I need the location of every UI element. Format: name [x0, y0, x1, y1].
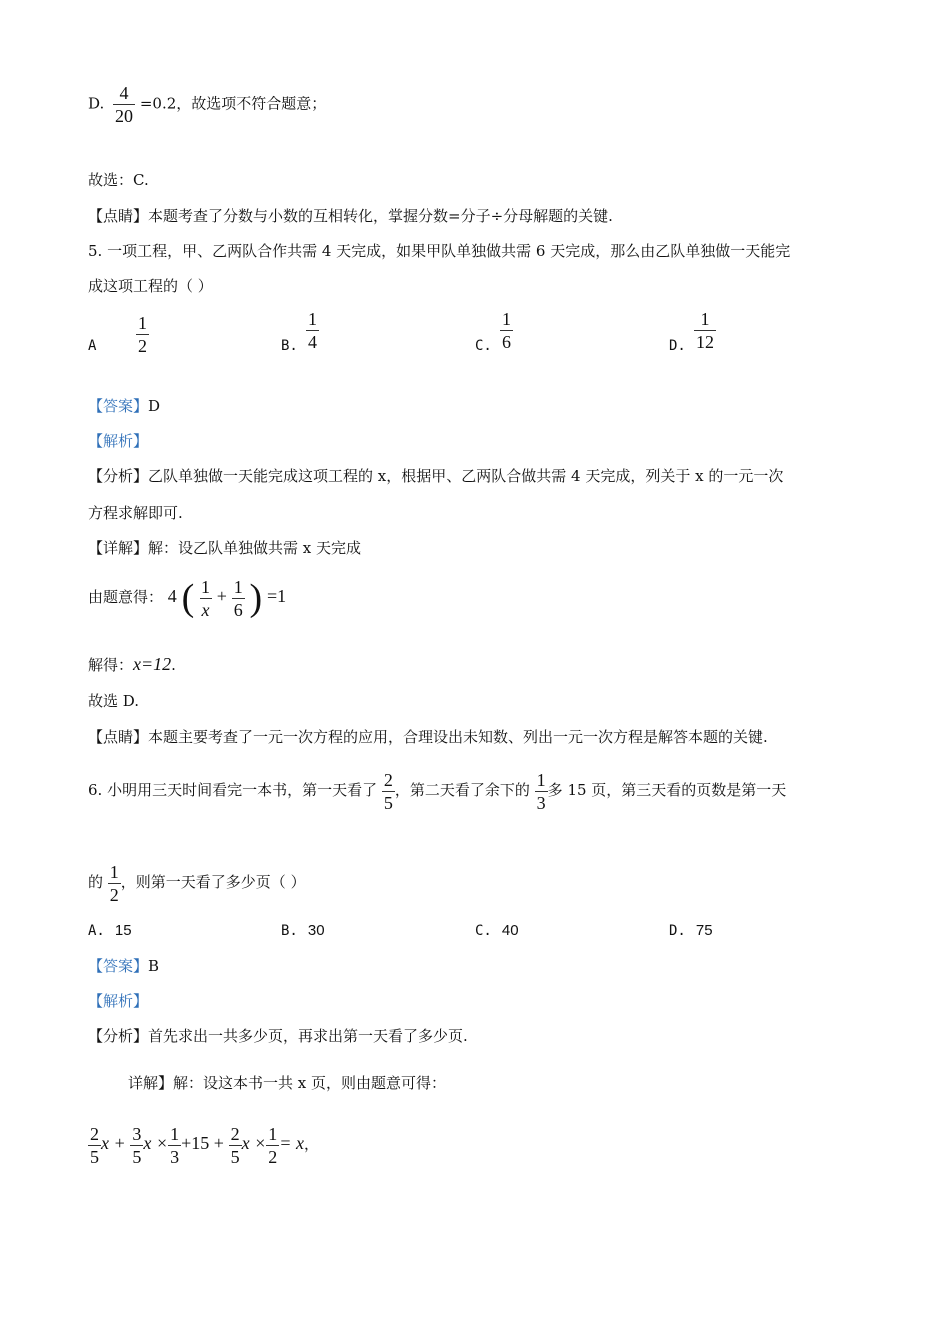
fraction-denominator: 5	[230, 1146, 240, 1167]
stem-text: 多 15 页，第三天看的页数是第一天	[547, 781, 787, 799]
answer-value: B	[148, 957, 160, 975]
fraction-numerator: 1	[170, 1123, 180, 1144]
option-label: A	[88, 338, 97, 354]
fraction-denominator: 3	[536, 792, 546, 813]
plus-sign: +	[216, 586, 227, 606]
q5-fenxi-line1	[88, 466, 783, 486]
q5-option-d	[669, 338, 686, 354]
fraction-denominator: x	[201, 599, 210, 620]
fraction-numerator: 2	[90, 1123, 99, 1144]
answer-tag: 【答案】	[88, 957, 149, 975]
q6-detail: 详解】解：设这本书一共 x 页，则由题意可得：	[128, 1074, 446, 1092]
q5-option-d-fraction	[694, 310, 716, 351]
fenxi-text: 乙队单独做一天能完成这项工程的 x，根据甲、乙两队合做共需 4 天完成，列关于 x 的一元一次	[148, 467, 784, 485]
option-label: D.	[88, 94, 105, 113]
q5-stem-line2: 成这项工程的（ ）	[88, 277, 213, 295]
equation-fraction-1	[199, 578, 212, 619]
stem-text: ，则第一天看了多少页（ ）	[120, 873, 306, 891]
q5-option-c	[475, 338, 492, 354]
fraction-numerator: 1	[233, 576, 243, 597]
q5-stem-line1: 5. 一项工程，甲、乙两队合作共需 4 天完成，如果甲队单独做共需 6 天完成，那么由乙队单独做一天能完	[88, 242, 791, 260]
q6-stem-line1	[88, 762, 786, 818]
equation-term: = x	[279, 1133, 304, 1153]
q5-solve: 解得：x=12.	[88, 654, 176, 674]
option-label: C.	[475, 338, 492, 354]
fraction-denominator: 4	[308, 332, 317, 352]
equation-fraction-5	[266, 1125, 279, 1166]
equation-term: x ×	[241, 1133, 267, 1153]
q5-tip	[88, 727, 768, 747]
option-label: B.	[281, 923, 298, 939]
q5-detail	[88, 538, 361, 558]
option-text: =0.2，故选项不符合题意；	[139, 94, 327, 113]
fraction-denominator: 2	[138, 336, 147, 356]
tip-text: 本题考查了分数与小数的互相转化，掌握分数=分子÷分母解题的关键.	[148, 207, 613, 225]
solve-value: x=12	[133, 654, 172, 674]
stem-fraction-3	[108, 863, 121, 904]
q6-equation	[88, 1118, 319, 1169]
fraction-denominator: 2	[268, 1146, 278, 1167]
equation-fraction-2	[232, 578, 245, 619]
fraction-denominator: 6	[502, 332, 511, 352]
q6-option-b	[281, 922, 325, 939]
fraction-denominator: 3	[170, 1146, 180, 1167]
q5-conclusion: 故选 D.	[88, 692, 140, 710]
fraction-numerator: 1	[502, 309, 511, 329]
tip-tag: 【点睛】	[88, 207, 149, 225]
q5-option-a	[88, 338, 96, 354]
fraction-numerator: 1	[109, 861, 119, 882]
equation-tail: ，	[303, 1135, 319, 1153]
q6-analysis-tag: 【解析】	[88, 992, 149, 1010]
tip-text: 本题主要考查了一元一次方程的应用，合理设出未知数、列出一元一次方程是解答本题的关键.	[148, 728, 768, 746]
equation-prefix: 由题意得：	[88, 588, 164, 606]
equation-term: x +	[101, 1133, 126, 1153]
fraction-denominator: 6	[233, 599, 243, 620]
equation-rhs: =1	[266, 586, 287, 606]
left-paren: (	[181, 577, 195, 619]
fraction-numerator: 3	[132, 1123, 142, 1144]
q6-answer	[88, 956, 159, 976]
fenxi-tag: 【分析】	[88, 1027, 149, 1045]
q5-analysis-tag: 【解析】	[88, 432, 149, 450]
option-label: B.	[281, 338, 298, 354]
fraction-denominator: 5	[383, 792, 393, 813]
detail-text: 解：设乙队单独做共需 x 天完成	[148, 539, 362, 557]
q6-stem-line2	[88, 856, 306, 908]
fraction-numerator: 1	[138, 313, 147, 333]
equation-coefficient: 4	[167, 586, 177, 606]
answer-tag: 【答案】	[88, 397, 149, 415]
q6-option-d	[669, 922, 713, 939]
fraction-denominator: 5	[90, 1146, 99, 1167]
stem-fraction-2	[535, 771, 548, 812]
equation-fraction-3	[168, 1125, 181, 1166]
equation-fraction-2	[130, 1125, 143, 1166]
stem-text: ，第二天看了余下的	[394, 781, 530, 799]
fraction-denominator: 20	[115, 106, 134, 126]
fraction-numerator: 4	[119, 83, 129, 103]
stem-text: 的	[88, 873, 104, 891]
fraction-numerator: 2	[230, 1123, 240, 1144]
detail-tag: 【详解】	[88, 539, 149, 557]
fenxi-text: 首先求出一共多少页，再求出第一天看了多少页.	[148, 1027, 468, 1045]
equation-fraction-1	[88, 1125, 101, 1166]
q5-option-b	[281, 338, 298, 354]
prev-option-d	[88, 84, 326, 125]
equation-term: x ×	[143, 1133, 169, 1153]
fenxi-tag: 【分析】	[88, 467, 149, 485]
fraction-numerator: 1	[536, 769, 546, 790]
q5-option-b-fraction	[306, 310, 319, 351]
option-label: D.	[669, 338, 686, 354]
stem-text: 6. 小明用三天时间看完一本书，第一天看了	[88, 781, 378, 799]
answer-value: D	[148, 397, 161, 415]
right-paren: )	[249, 577, 263, 619]
fraction-denominator: 2	[109, 884, 119, 905]
option-label: A.	[88, 923, 105, 939]
option-value: 40	[501, 922, 519, 939]
equation-fraction-4	[229, 1125, 242, 1166]
option-value: 30	[307, 922, 325, 939]
solve-label: 解得：	[88, 656, 134, 674]
equation-term: +15 +	[181, 1133, 224, 1153]
q5-option-a-fraction	[136, 314, 149, 355]
q5-option-c-fraction	[500, 310, 513, 351]
option-value: 75	[695, 922, 713, 939]
stem-fraction-1	[382, 771, 395, 812]
fraction-numerator: 1	[700, 309, 710, 329]
q6-option-c	[475, 922, 519, 939]
q6-option-a	[88, 922, 132, 939]
fraction-numerator: 1	[268, 1123, 278, 1144]
fraction-denominator: 12	[696, 332, 714, 352]
option-label: D.	[669, 923, 686, 939]
prev-conclusion: 故选：C.	[88, 171, 149, 189]
q5-answer	[88, 396, 160, 416]
tip-tag: 【点睛】	[88, 728, 149, 746]
fraction-numerator: 1	[308, 309, 317, 329]
fraction-numerator: 2	[383, 769, 393, 790]
fraction	[113, 84, 135, 125]
option-label: C.	[475, 923, 492, 939]
option-value: 15	[114, 922, 132, 939]
q5-equation	[88, 572, 286, 622]
fraction-numerator: 1	[201, 576, 211, 597]
prev-tip	[88, 206, 613, 226]
fraction-denominator: 5	[132, 1146, 142, 1167]
q6-fenxi	[88, 1026, 468, 1046]
q5-fenxi-line2: 方程求解即可.	[88, 504, 183, 522]
